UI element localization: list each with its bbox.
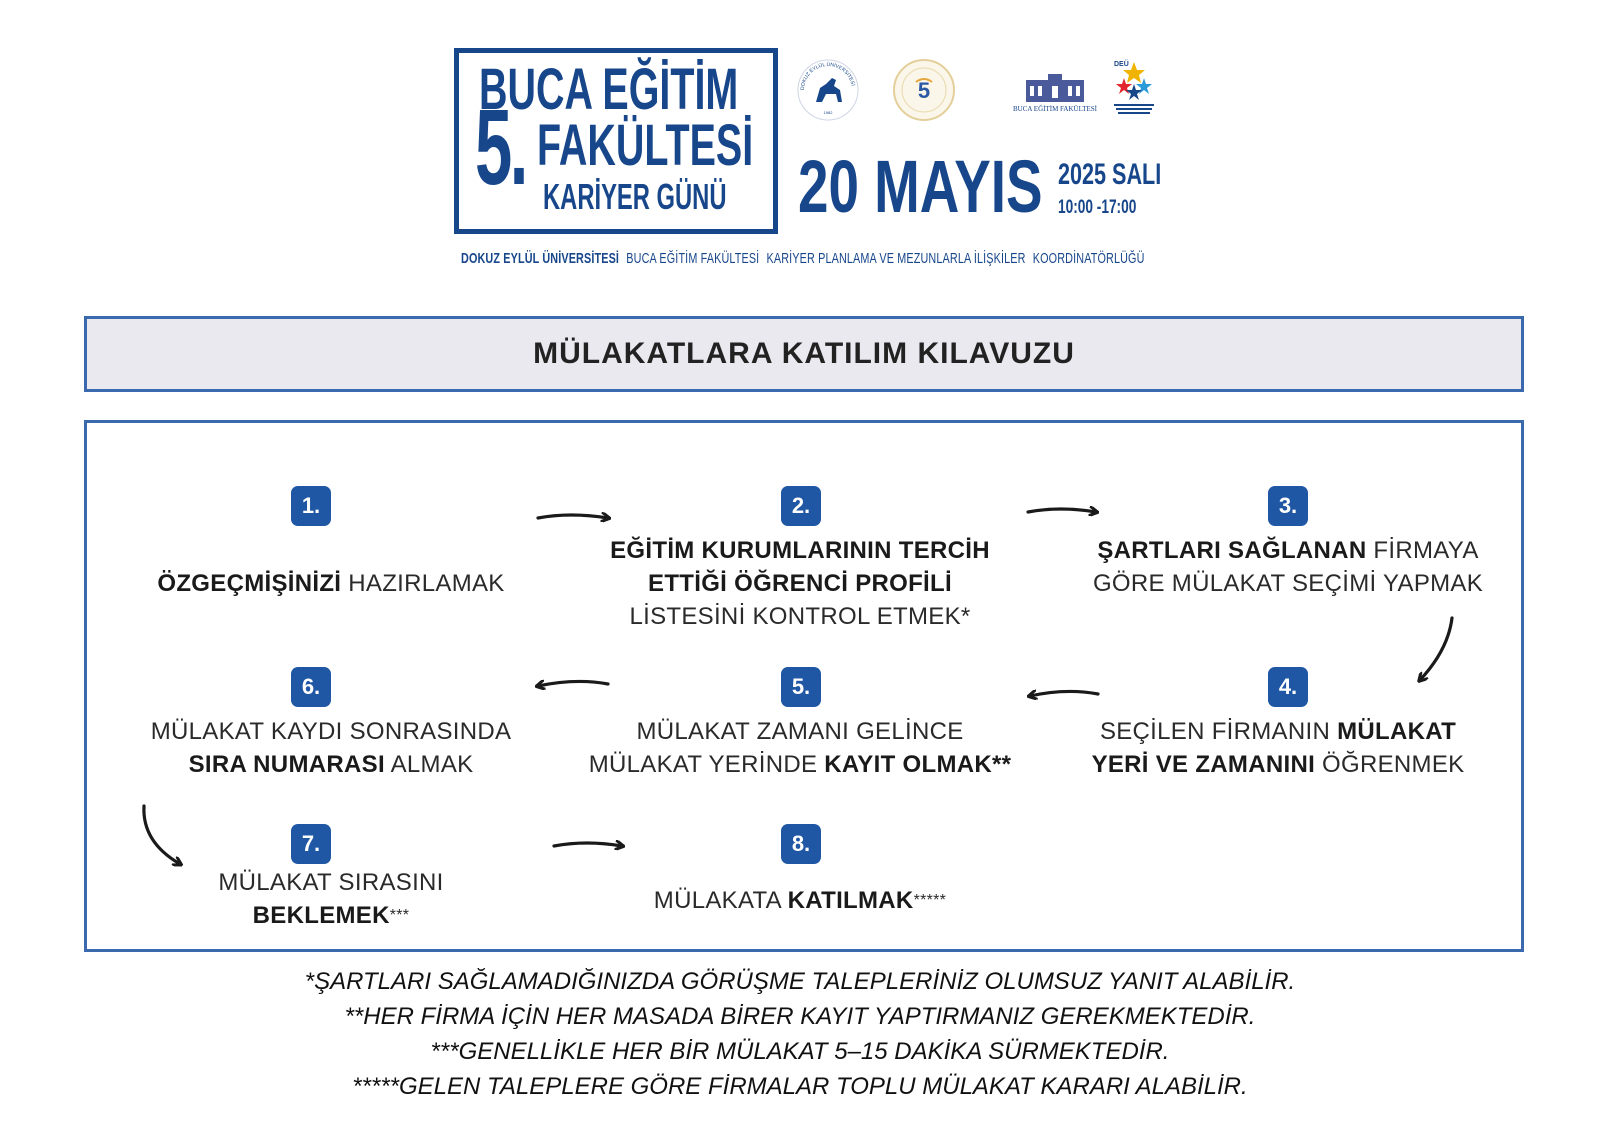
- step-1-badge: 1.: [291, 486, 331, 526]
- step-3-text: ŞARTLARI SAĞLANAN FİRMAYA GÖRE MÜLAKAT SEÇİMİ YAPMAK: [1092, 537, 1484, 597]
- step-7-badge: 7.: [291, 824, 331, 864]
- step-6-text: MÜLAKAT KAYDI SONRASINDA SIRA NUMARASI ALMAK: [150, 718, 512, 778]
- step-4-text: SEÇİLEN FİRMANIN MÜLAKAT YERİ VE ZAMANINI ÖĞRENMEK: [1091, 718, 1465, 778]
- step-5-text: MÜLAKAT ZAMANI GELİNCE MÜLAKAT YERİNDE KAYIT OLMAK**: [588, 718, 1012, 778]
- step-2-text: EĞİTİM KURUMLARININ TERCİH ETTİĞİ ÖĞRENCİ PROFİLİ LİSTESİNİ KONTROL ETMEK*: [610, 537, 990, 630]
- step-8-badge: 8.: [781, 824, 821, 864]
- logo-line2: FAKÜLTESİ: [537, 113, 754, 178]
- step-2-badge: 2.: [781, 486, 821, 526]
- logo-line1: BUCA EĞİTİM: [479, 57, 739, 122]
- event-year-day: 2025 SALI: [1058, 158, 1162, 191]
- event-date: 20 MAYIS: [798, 145, 1043, 228]
- step-5-badge: 5.: [781, 667, 821, 707]
- footnote-2: **HER FİRMA İÇİN HER MASADA BİRER KAYIT YAPTIRMANIZ GEREKMEKTEDİR.: [344, 1003, 1256, 1030]
- faculty-building-logo: [1012, 70, 1098, 118]
- faculty-logo-text: BUCA EĞİTİM FAKÜLTESİ: [1012, 105, 1098, 113]
- logo-line3: KARİYER GÜNÜ: [543, 176, 727, 217]
- anniversary-number: 5: [917, 78, 931, 103]
- step-1-text: ÖZGEÇMİŞİNİZİ HAZIRLAMAK: [157, 570, 505, 597]
- kpm-logo-text: DEÜ: [1114, 61, 1129, 68]
- step-7-text: MÜLAKAT SIRASINI BEKLEMEK***: [218, 869, 444, 929]
- step-4-badge: 4.: [1268, 667, 1308, 707]
- guide-title: MÜLAKATLARA KATILIM KILAVUZU: [533, 337, 1075, 370]
- event-time: 10:00 -17:00: [1058, 197, 1137, 218]
- career-office-logo: [1110, 56, 1158, 116]
- footnote-1: *ŞARTLARI SAĞLAMADIĞINIZDA GÖRÜŞME TALEPLERİNİZ OLUMSUZ YANIT ALABİLİR.: [304, 968, 1296, 995]
- seal-text: DOKUZ EYLÜL ÜNİVERSİTESİ: [799, 61, 856, 91]
- organizer-line: [461, 250, 1145, 267]
- organizer-university: DOKUZ EYLÜL ÜNİVERSİTESİ: [461, 250, 620, 267]
- seal-year: 1982: [823, 110, 833, 115]
- step-8-text: MÜLAKATA KATILMAK*****: [653, 887, 947, 914]
- logo-number: 5.: [475, 86, 526, 207]
- organizer-office: KARİYER PLANLAMA VE MEZUNLARLA İLİŞKİLER: [766, 250, 1026, 267]
- organizer-coordinatorship: KOORDİNATÖRLÜĞÜ: [1032, 250, 1145, 267]
- anniversary-logo: [892, 58, 956, 122]
- deu-seal-logo: [796, 58, 860, 122]
- step-3-badge: 3.: [1268, 486, 1308, 526]
- career-day-logo: [454, 48, 778, 234]
- guide-title-banner: [84, 316, 1524, 392]
- footnote-4: *****GELEN TALEPLERE GÖRE FİRMALAR TOPLU MÜLAKAT KARARI ALABİLİR.: [352, 1073, 1248, 1100]
- footnote-3: ***GENELLİKLE HER BİR MÜLAKAT 5–15 DAKİKA SÜRMEKTEDİR.: [430, 1038, 1170, 1065]
- organizer-faculty: BUCA EĞİTİM FAKÜLTESİ: [626, 250, 760, 267]
- step-6-badge: 6.: [291, 667, 331, 707]
